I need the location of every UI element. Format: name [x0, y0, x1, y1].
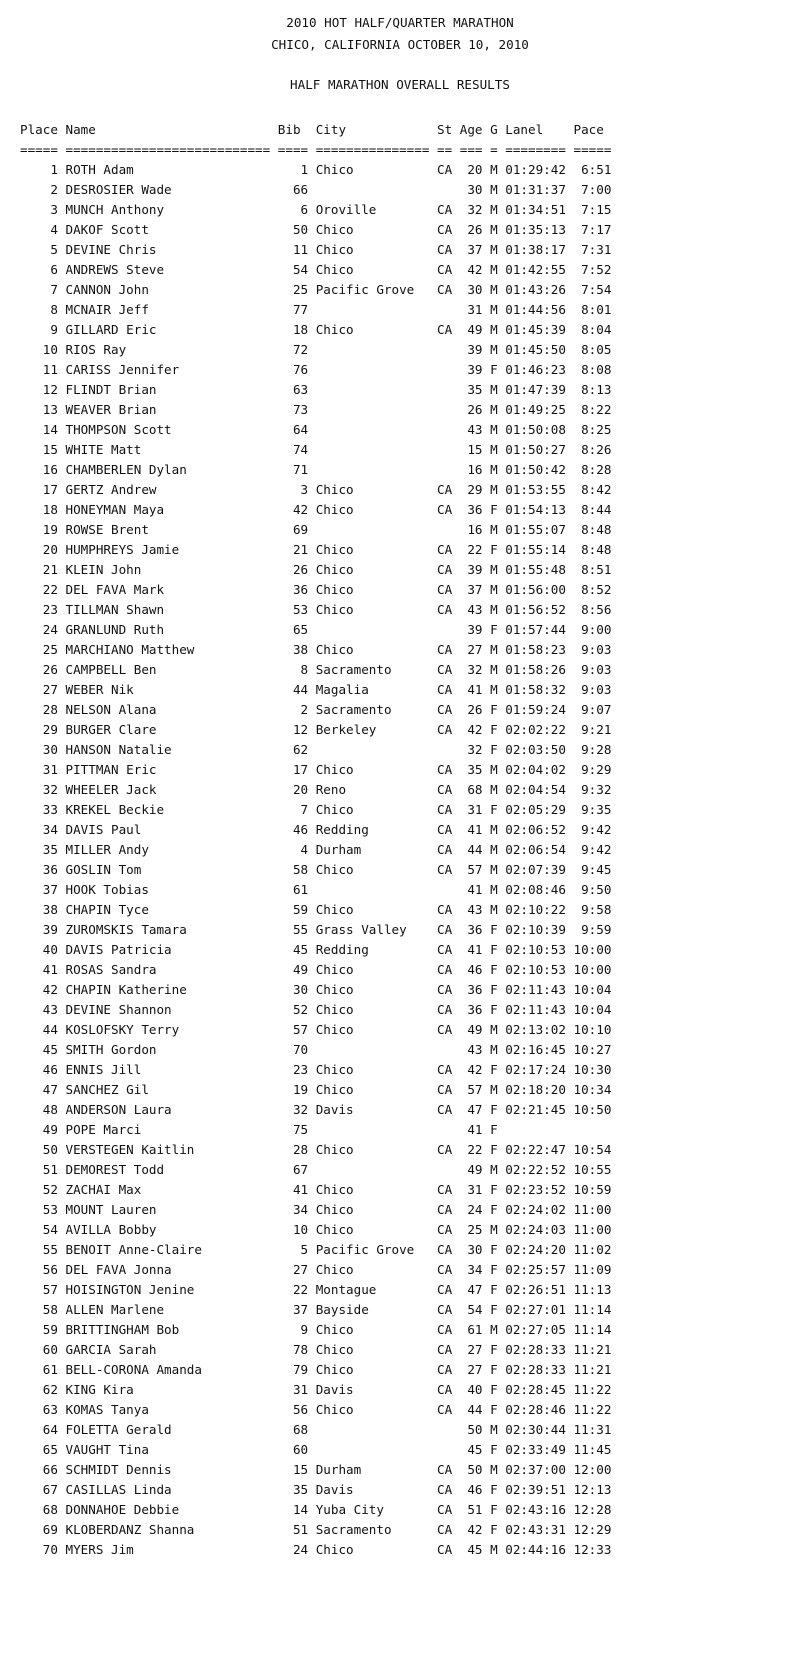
result-row: 11 CARISS Jennifer 76 39 F 01:46:23 8:08 — [20, 362, 612, 377]
result-row: 17 GERTZ Andrew 3 Chico CA 29 M 01:53:55 8:42 — [20, 482, 612, 497]
result-row: 70 MYERS Jim 24 Chico CA 45 M 02:44:16 12:33 — [20, 1542, 612, 1557]
section-title: HALF MARATHON OVERALL RESULTS — [290, 77, 510, 92]
result-row: 33 KREKEL Beckie 7 Chico CA 31 F 02:05:29 9:35 — [20, 802, 612, 817]
result-row: 52 ZACHAI Max 41 Chico CA 31 F 02:23:52 10:59 — [20, 1182, 612, 1197]
result-row: 26 CAMPBELL Ben 8 Sacramento CA 32 M 01:58:26 9:03 — [20, 662, 612, 677]
result-row: 50 VERSTEGEN Kaitlin 28 Chico CA 22 F 02:22:47 10:54 — [20, 1142, 612, 1157]
result-row: 57 HOISINGTON Jenine 22 Montague CA 47 F 02:26:51 11:13 — [20, 1282, 612, 1297]
result-row: 69 KLOBERDANZ Shanna 51 Sacramento CA 42 F 02:43:31 12:29 — [20, 1522, 612, 1537]
result-row: 54 AVILLA Bobby 10 Chico CA 25 M 02:24:03 11:00 — [20, 1222, 612, 1237]
result-row: 16 CHAMBERLEN Dylan 71 16 M 01:50:42 8:28 — [20, 462, 612, 477]
result-row: 47 SANCHEZ Gil 19 Chico CA 57 M 02:18:20 10:34 — [20, 1082, 612, 1097]
result-row: 21 KLEIN John 26 Chico CA 39 M 01:55:48 8:51 — [20, 562, 612, 577]
result-row: 22 DEL FAVA Mark 36 Chico CA 37 M 01:56:00 8:52 — [20, 582, 612, 597]
result-row: 41 ROSAS Sandra 49 Chico CA 46 F 02:10:53 10:00 — [20, 962, 612, 977]
event-location-date: CHICO, CALIFORNIA OCTOBER 10, 2010 — [271, 37, 529, 52]
result-row: 38 CHAPIN Tyce 59 Chico CA 43 M 02:10:22 9:58 — [20, 902, 612, 917]
result-row: 66 SCHMIDT Dennis 15 Durham CA 50 M 02:37:00 12:00 — [20, 1462, 612, 1477]
result-row: 25 MARCHIANO Matthew 38 Chico CA 27 M 01:58:23 9:03 — [20, 642, 612, 657]
result-row: 15 WHITE Matt 74 15 M 01:50:27 8:26 — [20, 442, 612, 457]
result-row: 43 DEVINE Shannon 52 Chico CA 36 F 02:11:43 10:04 — [20, 1002, 612, 1017]
result-row: 4 DAKOF Scott 50 Chico CA 26 M 01:35:13 7:17 — [20, 222, 612, 237]
result-row: 10 RIOS Ray 72 39 M 01:45:50 8:05 — [20, 342, 612, 357]
result-row: 29 BURGER Clare 12 Berkeley CA 42 F 02:02:22 9:21 — [20, 722, 612, 737]
result-row: 3 MUNCH Anthony 6 Oroville CA 32 M 01:34:51 7:15 — [20, 202, 612, 217]
result-row: 62 KING Kira 31 Davis CA 40 F 02:28:45 11:22 — [20, 1382, 612, 1397]
result-row: 34 DAVIS Paul 46 Redding CA 41 M 02:06:52 9:42 — [20, 822, 612, 837]
result-row: 19 ROWSE Brent 69 16 M 01:55:07 8:48 — [20, 522, 612, 537]
result-row: 45 SMITH Gordon 70 43 M 02:16:45 10:27 — [20, 1042, 612, 1057]
result-row: 14 THOMPSON Scott 64 43 M 01:50:08 8:25 — [20, 422, 612, 437]
result-row: 58 ALLEN Marlene 37 Bayside CA 54 F 02:27:01 11:14 — [20, 1302, 612, 1317]
result-row: 7 CANNON John 25 Pacific Grove CA 30 M 01:43:26 7:54 — [20, 282, 612, 297]
result-row: 61 BELL-CORONA Amanda 79 Chico CA 27 F 02:28:33 11:21 — [20, 1362, 612, 1377]
result-row: 40 DAVIS Patricia 45 Redding CA 41 F 02:10:53 10:00 — [20, 942, 612, 957]
result-row: 18 HONEYMAN Maya 42 Chico CA 36 F 01:54:13 8:44 — [20, 502, 612, 517]
result-row: 27 WEBER Nik 44 Magalia CA 41 M 01:58:32 9:03 — [20, 682, 612, 697]
result-row: 12 FLINDT Brian 63 35 M 01:47:39 8:13 — [20, 382, 612, 397]
result-row: 48 ANDERSON Laura 32 Davis CA 47 F 02:21:45 10:50 — [20, 1102, 612, 1117]
result-row: 24 GRANLUND Ruth 65 39 F 01:57:44 9:00 — [20, 622, 612, 637]
result-row: 37 HOOK Tobias 61 41 M 02:08:46 9:50 — [20, 882, 612, 897]
result-row: 64 FOLETTA Gerald 68 50 M 02:30:44 11:31 — [20, 1422, 612, 1437]
result-row: 30 HANSON Natalie 62 32 F 02:03:50 9:28 — [20, 742, 612, 757]
result-row: 55 BENOIT Anne-Claire 5 Pacific Grove CA 30 F 02:24:20 11:02 — [20, 1242, 612, 1257]
result-row: 53 MOUNT Lauren 34 Chico CA 24 F 02:24:02 11:00 — [20, 1202, 612, 1217]
result-row: 2 DESROSIER Wade 66 30 M 01:31:37 7:00 — [20, 182, 612, 197]
result-row: 44 KOSLOFSKY Terry 57 Chico CA 49 M 02:13:02 10:10 — [20, 1022, 612, 1037]
result-row: 8 MCNAIR Jeff 77 31 M 01:44:56 8:01 — [20, 302, 612, 317]
result-row: 60 GARCIA Sarah 78 Chico CA 27 F 02:28:33 11:21 — [20, 1342, 612, 1357]
result-row: 68 DONNAHOE Debbie 14 Yuba City CA 51 F 02:43:16 12:28 — [20, 1502, 612, 1517]
result-row: 46 ENNIS Jill 23 Chico CA 42 F 02:17:24 10:30 — [20, 1062, 612, 1077]
result-row: 42 CHAPIN Katherine 30 Chico CA 36 F 02:11:43 10:04 — [20, 982, 612, 997]
column-header-row: Place Name Bib City St Age G Lanel Pace — [20, 122, 604, 137]
result-row: 1 ROTH Adam 1 Chico CA 20 M 01:29:42 6:51 — [20, 162, 612, 177]
result-row: 28 NELSON Alana 2 Sacramento CA 26 F 01:59:24 9:07 — [20, 702, 612, 717]
result-row: 39 ZUROMSKIS Tamara 55 Grass Valley CA 36 F 02:10:39 9:59 — [20, 922, 612, 937]
result-row: 36 GOSLIN Tom 58 Chico CA 57 M 02:07:39 9:45 — [20, 862, 612, 877]
result-row: 5 DEVINE Chris 11 Chico CA 37 M 01:38:17 7:31 — [20, 242, 612, 257]
result-row: 32 WHEELER Jack 20 Reno CA 68 M 02:04:54 9:32 — [20, 782, 612, 797]
result-row: 20 HUMPHREYS Jamie 21 Chico CA 22 F 01:55:14 8:48 — [20, 542, 612, 557]
results-table — [20, 120, 611, 1560]
result-row: 65 VAUGHT Tina 60 45 F 02:33:49 11:45 — [20, 1442, 612, 1457]
result-row: 13 WEAVER Brian 73 26 M 01:49:25 8:22 — [20, 402, 612, 417]
result-row: 6 ANDREWS Steve 54 Chico CA 42 M 01:42:55 7:52 — [20, 262, 612, 277]
result-row: 35 MILLER Andy 4 Durham CA 44 M 02:06:54 9:42 — [20, 842, 612, 857]
result-row: 63 KOMAS Tanya 56 Chico CA 44 F 02:28:46 11:22 — [20, 1402, 612, 1417]
result-row: 49 POPE Marci 75 41 F — [20, 1122, 498, 1137]
result-row: 51 DEMOREST Todd 67 49 M 02:22:52 10:55 — [20, 1162, 612, 1177]
result-row: 56 DEL FAVA Jonna 27 Chico CA 34 F 02:25:57 11:09 — [20, 1262, 612, 1277]
event-title: 2010 HOT HALF/QUARTER MARATHON — [286, 15, 514, 30]
result-row: 31 PITTMAN Eric 17 Chico CA 35 M 02:04:02 9:29 — [20, 762, 612, 777]
column-separator: ===== =========================== ==== =============== == === = ======== ===== — [20, 142, 612, 157]
result-row: 67 CASILLAS Linda 35 Davis CA 46 F 02:39:51 12:13 — [20, 1482, 612, 1497]
result-row: 9 GILLARD Eric 18 Chico CA 49 M 01:45:39 8:04 — [20, 322, 612, 337]
result-row: 23 TILLMAN Shawn 53 Chico CA 43 M 01:56:52 8:56 — [20, 602, 612, 617]
result-row: 59 BRITTINGHAM Bob 9 Chico CA 61 M 02:27:05 11:14 — [20, 1322, 612, 1337]
